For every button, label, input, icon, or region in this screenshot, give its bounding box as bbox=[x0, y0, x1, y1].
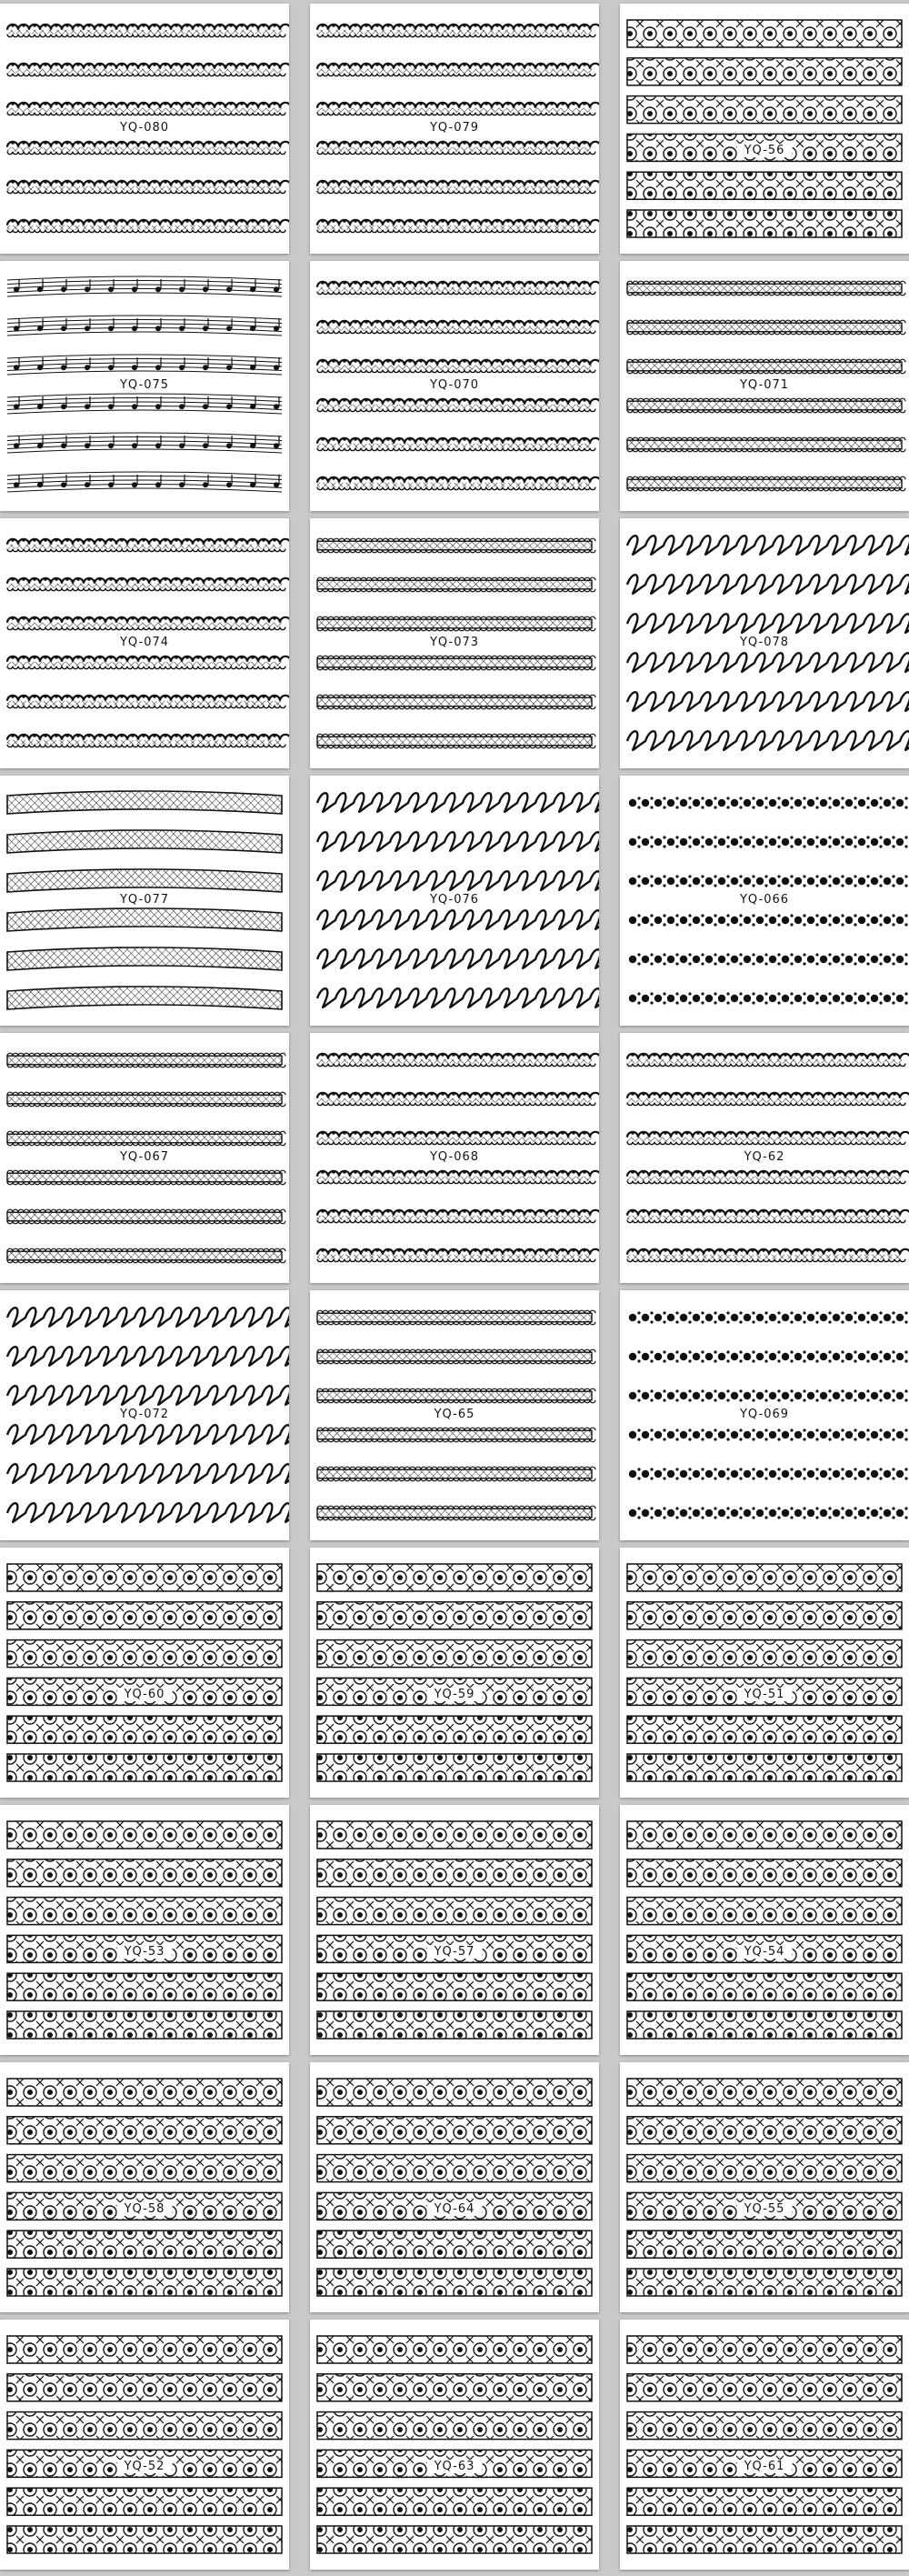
lace-strip bbox=[7, 830, 282, 853]
lace-strip bbox=[629, 1350, 908, 1362]
lace-strip bbox=[627, 2526, 902, 2553]
lace-strip bbox=[627, 1092, 909, 1105]
lace-strip bbox=[7, 102, 289, 115]
pattern-code-label: YQ-55 bbox=[737, 2202, 793, 2216]
lace-strip bbox=[317, 180, 599, 193]
lace-strip bbox=[629, 1389, 908, 1401]
lace-strip bbox=[317, 1640, 592, 1668]
lace-strip bbox=[7, 734, 289, 747]
lace-strip bbox=[627, 692, 909, 711]
lace-strip bbox=[7, 433, 282, 453]
sticker-sheet-panel bbox=[310, 776, 599, 1026]
lace-strip bbox=[629, 992, 908, 1004]
pattern-code-label: YQ-074 bbox=[113, 636, 176, 649]
lace-strip bbox=[317, 398, 599, 411]
pattern-code-label: YQ-075 bbox=[113, 378, 176, 392]
lace-strip bbox=[629, 1507, 908, 1519]
lace-strip bbox=[7, 2412, 282, 2440]
lace-strip bbox=[7, 1754, 282, 1781]
lace-strip bbox=[627, 1170, 909, 1183]
lace-strip bbox=[317, 1821, 592, 1849]
lace-pattern bbox=[0, 1548, 289, 1798]
lace-strip bbox=[7, 987, 282, 1009]
lace-strip bbox=[627, 281, 905, 296]
lace-strip bbox=[629, 875, 908, 887]
lace-strip bbox=[7, 1898, 282, 1925]
lace-strip bbox=[627, 476, 905, 491]
sticker-sheet-panel bbox=[620, 1290, 909, 1540]
lace-strip bbox=[317, 1602, 592, 1629]
sticker-sheet-panel bbox=[620, 1033, 909, 1283]
pattern-code-label: YQ-079 bbox=[423, 121, 486, 135]
sticker-sheet-panel bbox=[310, 261, 599, 511]
lace-strip bbox=[627, 1564, 902, 1591]
lace-strip bbox=[317, 476, 599, 489]
pattern-code-label: YQ-63 bbox=[427, 2460, 483, 2473]
sticker-sheet-panel bbox=[0, 776, 289, 1026]
lace-strip bbox=[627, 2230, 902, 2258]
pattern-code-label: YQ-56 bbox=[737, 144, 793, 157]
lace-strip bbox=[629, 953, 908, 965]
lace-strip bbox=[7, 1170, 285, 1185]
sticker-sheet-panel bbox=[620, 261, 909, 511]
sticker-sheet-panel bbox=[0, 1033, 289, 1283]
lace-strip bbox=[627, 1248, 909, 1261]
lace-strip bbox=[627, 1821, 902, 1849]
lace-pattern bbox=[310, 2320, 599, 2570]
sticker-sheet-panel bbox=[310, 518, 599, 768]
lace-strip bbox=[317, 2155, 592, 2182]
lace-strip bbox=[7, 577, 289, 590]
pattern-code-label: YQ-071 bbox=[733, 378, 796, 392]
lace-strip bbox=[7, 2155, 282, 2182]
lace-strip bbox=[7, 656, 289, 668]
lace-strip bbox=[317, 24, 599, 36]
lace-strip bbox=[627, 2488, 902, 2515]
lace-strip bbox=[629, 914, 908, 926]
lace-strip bbox=[7, 2374, 282, 2401]
lace-strip bbox=[317, 577, 595, 592]
sticker-sheet-panel bbox=[620, 2320, 909, 2570]
lace-strip bbox=[317, 2412, 592, 2440]
pattern-code-label: YQ-60 bbox=[117, 1688, 173, 1701]
lace-strip bbox=[627, 2079, 902, 2106]
lace-strip bbox=[7, 1131, 285, 1146]
sticker-sheet-panel bbox=[310, 1290, 599, 1540]
pattern-code-label: YQ-52 bbox=[117, 2460, 173, 2473]
lace-strip bbox=[627, 58, 902, 85]
lace-strip bbox=[317, 2011, 592, 2039]
lace-strip bbox=[317, 2336, 592, 2363]
lace-strip bbox=[317, 988, 599, 1007]
lace-strip bbox=[627, 2336, 902, 2363]
lace-strip bbox=[627, 1640, 902, 1668]
lace-strip bbox=[7, 1859, 282, 1887]
lace-strip bbox=[7, 2488, 282, 2515]
lace-strip bbox=[627, 172, 902, 199]
lace-strip bbox=[627, 1053, 909, 1066]
sticker-sheet-panel bbox=[0, 1290, 289, 1540]
pattern-code-label: YQ-57 bbox=[427, 1945, 483, 1959]
pattern-code-label: YQ-64 bbox=[427, 2202, 483, 2216]
lace-strip bbox=[627, 1973, 902, 2000]
lace-strip bbox=[7, 1425, 289, 1444]
lace-strip bbox=[317, 2269, 592, 2296]
lace-strip bbox=[7, 1209, 285, 1224]
pattern-code-label: YQ-59 bbox=[427, 1688, 483, 1701]
sticker-sheet-panel bbox=[310, 1805, 599, 2055]
lace-strip bbox=[627, 437, 905, 452]
lace-strip bbox=[7, 1564, 282, 1591]
lace-strip bbox=[7, 2117, 282, 2144]
lace-strip bbox=[7, 791, 282, 814]
lace-strip bbox=[7, 1503, 289, 1522]
lace-strip bbox=[7, 472, 282, 492]
lace-strip bbox=[7, 394, 282, 414]
lace-strip bbox=[317, 832, 599, 851]
sticker-sheet-panel bbox=[310, 2320, 599, 2570]
lace-strip bbox=[317, 1053, 599, 1066]
pattern-code-label: YQ-068 bbox=[423, 1150, 486, 1164]
lace-pattern bbox=[0, 2320, 289, 2570]
lace-strip bbox=[7, 1248, 285, 1263]
lace-strip bbox=[317, 871, 599, 890]
lace-strip bbox=[627, 2412, 902, 2440]
pattern-code-label: YQ-54 bbox=[737, 1945, 793, 1959]
sticker-sheet-panel bbox=[310, 1548, 599, 1798]
lace-strip bbox=[627, 1131, 909, 1144]
sticker-sheet-panel bbox=[0, 1548, 289, 1798]
sticker-sheet-panel bbox=[0, 1805, 289, 2055]
lace-strip bbox=[7, 355, 282, 375]
lace-strip bbox=[317, 1754, 592, 1781]
sticker-sheet-panel bbox=[620, 776, 909, 1026]
lace-pattern bbox=[310, 2062, 599, 2312]
sticker-sheet-panel bbox=[0, 518, 289, 768]
lace-strip bbox=[317, 359, 599, 372]
lace-strip bbox=[7, 1640, 282, 1668]
lace-strip bbox=[317, 616, 595, 631]
lace-strip bbox=[7, 947, 282, 970]
pattern-code-label: YQ-65 bbox=[427, 1408, 483, 1421]
lace-strip bbox=[627, 653, 909, 672]
lace-strip bbox=[7, 616, 289, 629]
sticker-sheet-panel bbox=[0, 261, 289, 511]
lace-strip bbox=[317, 1898, 592, 1925]
lace-strip bbox=[627, 1716, 902, 1743]
lace-strip bbox=[629, 1428, 908, 1440]
lace-strip bbox=[627, 2117, 902, 2144]
pattern-code-label: YQ-58 bbox=[117, 2202, 173, 2216]
pattern-code-label: YQ-073 bbox=[423, 636, 486, 649]
sticker-sheet-panel bbox=[620, 1805, 909, 2055]
lace-strip bbox=[317, 734, 595, 748]
pattern-code-label: YQ-076 bbox=[423, 893, 486, 907]
lace-strip bbox=[627, 96, 902, 124]
sticker-sheet-panel bbox=[310, 1033, 599, 1283]
lace-strip bbox=[317, 2230, 592, 2258]
lace-pattern bbox=[620, 1548, 909, 1798]
lace-pattern bbox=[620, 2062, 909, 2312]
lace-strip bbox=[7, 2269, 282, 2296]
pattern-code-label: YQ-62 bbox=[737, 1150, 793, 1164]
lace-strip bbox=[7, 276, 282, 296]
sticker-sheet-panel bbox=[0, 2320, 289, 2570]
pattern-code-label: YQ-61 bbox=[737, 2460, 793, 2473]
sticker-sheet-panel bbox=[310, 2062, 599, 2312]
lace-strip bbox=[7, 180, 289, 193]
lace-strip bbox=[317, 1349, 595, 1364]
lace-strip bbox=[7, 2526, 282, 2553]
lace-strip bbox=[317, 949, 599, 968]
lace-strip bbox=[7, 1386, 289, 1405]
lace-strip bbox=[317, 219, 599, 232]
lace-strip bbox=[317, 1428, 595, 1442]
lace-strip bbox=[7, 869, 282, 892]
lace-strip bbox=[317, 1131, 599, 1144]
lace-strip bbox=[627, 731, 909, 750]
lace-strip bbox=[629, 1468, 908, 1479]
lace-strip bbox=[7, 63, 289, 75]
lace-strip bbox=[317, 1248, 599, 1261]
lace-strip bbox=[627, 1754, 902, 1781]
lace-strip bbox=[317, 2079, 592, 2106]
lace-strip bbox=[317, 1388, 595, 1403]
sticker-sheet-panel bbox=[620, 518, 909, 768]
lace-strip bbox=[7, 1602, 282, 1629]
lace-strip bbox=[7, 2011, 282, 2039]
lace-strip bbox=[7, 695, 289, 707]
lace-strip bbox=[627, 320, 905, 335]
sticker-sheet-panel bbox=[620, 2062, 909, 2312]
lace-strip bbox=[627, 536, 909, 555]
lace-strip bbox=[7, 908, 282, 931]
lace-strip bbox=[317, 538, 595, 553]
lace-strip bbox=[7, 2230, 282, 2258]
lace-pattern bbox=[620, 1805, 909, 2055]
lace-pattern bbox=[0, 2062, 289, 2312]
lace-strip bbox=[7, 2336, 282, 2363]
lace-strip bbox=[317, 1209, 599, 1222]
lace-strip bbox=[317, 63, 599, 75]
lace-pattern bbox=[0, 1805, 289, 2055]
lace-strip bbox=[317, 281, 599, 294]
lace-strip bbox=[7, 2079, 282, 2106]
lace-strip bbox=[629, 1311, 908, 1323]
lace-strip bbox=[317, 2488, 592, 2515]
lace-strip bbox=[627, 359, 905, 374]
lace-pattern bbox=[620, 4, 909, 254]
lace-strip bbox=[7, 1308, 289, 1327]
lace-strip bbox=[317, 1564, 592, 1591]
lace-strip bbox=[317, 1859, 592, 1887]
sticker-sheet-panel bbox=[0, 4, 289, 254]
lace-strip bbox=[7, 1464, 289, 1483]
sticker-sheet-panel bbox=[310, 4, 599, 254]
lace-strip bbox=[627, 398, 905, 413]
lace-strip bbox=[317, 695, 595, 709]
lace-strip bbox=[627, 614, 909, 633]
lace-strip bbox=[627, 1602, 902, 1629]
lace-strip bbox=[627, 2374, 902, 2401]
lace-strip bbox=[7, 1053, 285, 1067]
lace-strip bbox=[7, 1821, 282, 1849]
lace-strip bbox=[317, 437, 599, 450]
lace-strip bbox=[317, 320, 599, 333]
lace-strip bbox=[317, 1716, 592, 1743]
pattern-code-label: YQ-072 bbox=[113, 1408, 176, 1421]
lace-strip bbox=[7, 1347, 289, 1366]
pattern-code-label: YQ-077 bbox=[113, 893, 176, 907]
lace-strip bbox=[627, 1898, 902, 1925]
lace-strip bbox=[627, 1859, 902, 1887]
pattern-code-label: YQ-078 bbox=[733, 636, 796, 649]
lace-pattern bbox=[310, 1805, 599, 2055]
sticker-sheet-panel bbox=[0, 2062, 289, 2312]
sticker-sheet-panel bbox=[620, 4, 909, 254]
lace-strip bbox=[627, 575, 909, 594]
lace-pattern bbox=[310, 1548, 599, 1798]
lace-strip bbox=[317, 1506, 595, 1520]
pattern-code-label: YQ-067 bbox=[113, 1150, 176, 1164]
lace-strip bbox=[627, 2011, 902, 2039]
lace-strip bbox=[627, 20, 902, 47]
lace-strip bbox=[317, 1092, 599, 1105]
lace-strip bbox=[317, 656, 595, 670]
pattern-code-label: YQ-51 bbox=[737, 1688, 793, 1701]
lace-strip bbox=[7, 219, 289, 232]
lace-strip bbox=[317, 1170, 599, 1183]
lace-strip bbox=[317, 1467, 595, 1481]
lace-strip bbox=[7, 141, 289, 154]
lace-strip bbox=[317, 1973, 592, 2000]
pattern-code-label: YQ-53 bbox=[117, 1945, 173, 1959]
lace-strip bbox=[627, 210, 902, 237]
lace-strip bbox=[7, 538, 289, 551]
lace-strip bbox=[627, 1209, 909, 1222]
lace-strip bbox=[627, 2269, 902, 2296]
sticker-sheet-panel bbox=[620, 1548, 909, 1798]
lace-strip bbox=[317, 910, 599, 929]
lace-strip bbox=[7, 1973, 282, 2000]
lace-strip bbox=[317, 793, 599, 812]
lace-strip bbox=[317, 102, 599, 115]
lace-strip bbox=[629, 836, 908, 847]
lace-strip bbox=[317, 2117, 592, 2144]
lace-strip bbox=[317, 141, 599, 154]
lace-strip bbox=[7, 316, 282, 336]
lace-strip bbox=[7, 1716, 282, 1743]
lace-strip bbox=[317, 1310, 595, 1325]
lace-strip bbox=[627, 2155, 902, 2182]
pattern-code-label: YQ-070 bbox=[423, 378, 486, 392]
lace-strip bbox=[7, 24, 289, 36]
lace-strip bbox=[629, 797, 908, 808]
lace-strip bbox=[317, 2526, 592, 2553]
lace-strip bbox=[317, 2374, 592, 2401]
pattern-code-label: YQ-066 bbox=[733, 893, 796, 907]
lace-strip bbox=[7, 1092, 285, 1107]
lace-pattern bbox=[620, 2320, 909, 2570]
pattern-code-label: YQ-069 bbox=[733, 1408, 796, 1421]
pattern-code-label: YQ-080 bbox=[113, 121, 176, 135]
